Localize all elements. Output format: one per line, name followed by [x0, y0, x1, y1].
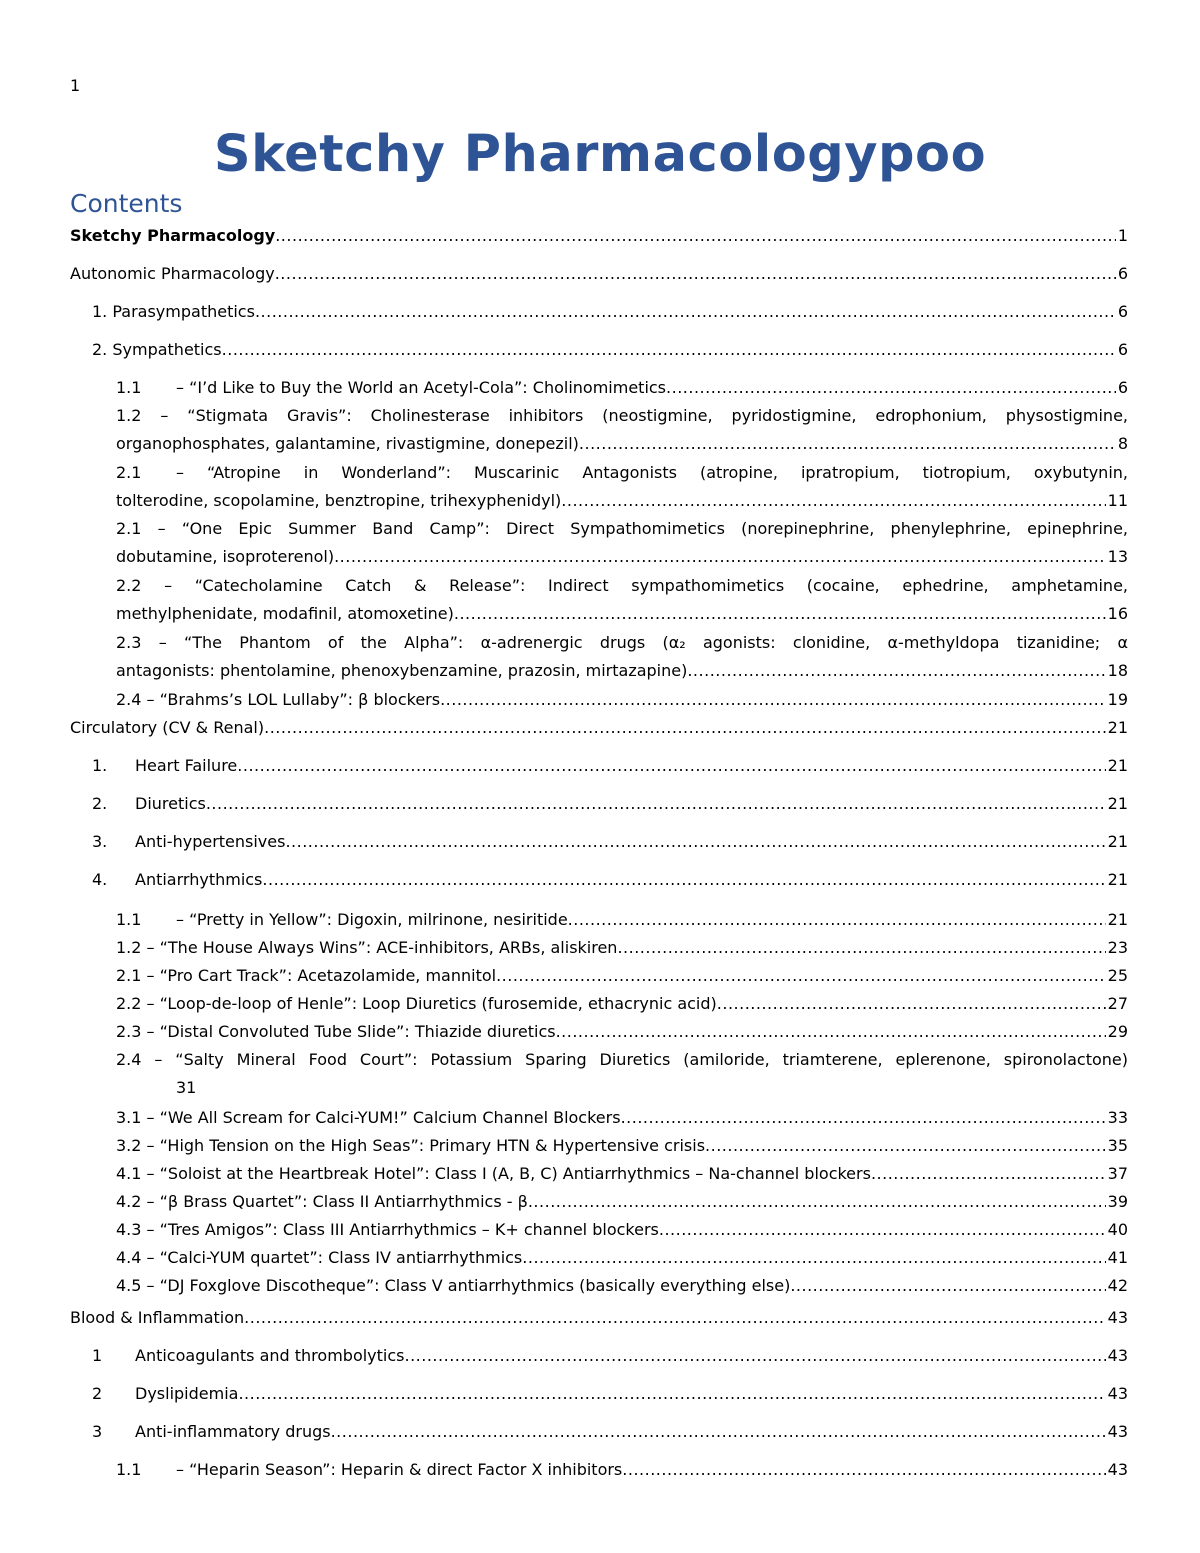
toc-entry-page: 29 — [1107, 1022, 1128, 1041]
toc-entry[interactable] — [92, 336, 1128, 364]
toc-entry-number: 1 — [92, 1346, 103, 1365]
toc-entry-page: 21 — [1107, 910, 1128, 929]
toc-entry-label: 2.4 – “Brahms’s LOL Lullaby”: β blockers — [116, 690, 441, 709]
toc-entry-number: 2.1 — [116, 463, 142, 482]
toc-entry-label: 4.3 – “Tres Amigos”: Class III Antiarrhythmics – K+ channel blockers — [116, 1220, 659, 1239]
toc-entry-number: 1.1 — [116, 1460, 142, 1479]
toc-entry-page: 11 — [1107, 491, 1128, 510]
toc-entry[interactable] — [92, 790, 1128, 818]
toc-entry-page: 41 — [1107, 1248, 1128, 1267]
toc-entry[interactable] — [70, 260, 1128, 288]
toc-entry[interactable] — [116, 1216, 1128, 1244]
toc-entry-label: 2.1 – “Pro Cart Track”: Acetazolamide, mannitol — [116, 966, 497, 985]
toc-entry[interactable] — [116, 1272, 1128, 1300]
toc-entry[interactable] — [116, 962, 1128, 990]
toc-entry-page: 43 — [1107, 1346, 1128, 1365]
toc-entry-label: 1. Parasympathetics — [92, 302, 255, 321]
toc-entry-label-line1: 2.1 – “One Epic Summer Band Camp”: Direct Sympathomimetics (norepinephrine, phenylephrine, epinephrine, — [116, 519, 1128, 538]
toc-entry-number: 1.1 — [116, 910, 142, 929]
toc-entry-label: 1.2 – “The House Always Wins”: ACE-inhibitors, ARBs, aliskiren — [116, 938, 618, 957]
toc-entry-page: 21 — [1107, 870, 1128, 889]
toc-entry-label: Anti-hypertensives — [135, 832, 286, 851]
toc-entry[interactable] — [116, 402, 1128, 458]
toc-entry[interactable] — [116, 1132, 1128, 1160]
toc-entry-label-line2: antagonists: phentolamine, phenoxybenzamine, prazosin, mirtazapine) — [116, 661, 688, 680]
toc-entry[interactable] — [70, 1304, 1128, 1332]
toc-entry[interactable] — [116, 934, 1128, 962]
toc-entry-label: 4.2 – “β Brass Quartet”: Class II Antiarrhythmics - β — [116, 1192, 528, 1211]
toc-entry-number: 2. — [92, 794, 108, 813]
toc-entry-page: 33 — [1107, 1108, 1128, 1127]
toc-entry[interactable] — [116, 572, 1128, 628]
toc-entry-number: 3 — [92, 1422, 103, 1441]
toc-entry[interactable] — [116, 906, 1128, 934]
toc-entry-label: Dyslipidemia — [135, 1384, 239, 1403]
toc-entry-label: 2.2 – “Loop-de-loop of Henle”: Loop Diuretics (furosemide, ethacrynic acid) — [116, 994, 717, 1013]
toc-entry[interactable] — [92, 866, 1128, 894]
toc-entry[interactable] — [92, 1342, 1128, 1370]
toc-entry[interactable] — [92, 752, 1128, 780]
toc-entry[interactable] — [116, 629, 1128, 685]
toc-entry[interactable] — [116, 515, 1128, 571]
toc-entry[interactable] — [92, 1418, 1128, 1446]
page-number: 1 — [70, 76, 81, 95]
toc-entry-page: 6 — [1117, 302, 1128, 321]
toc-entry[interactable] — [116, 1018, 1128, 1046]
toc-entry-page: 25 — [1107, 966, 1128, 985]
toc-entry-label: 4.1 – “Soloist at the Heartbreak Hotel”: Class I (A, B, C) Antiarrhythmics – Na-channel blockers — [116, 1164, 871, 1183]
toc-entry-number: 1.1 — [116, 378, 142, 397]
toc-entry[interactable] — [116, 1244, 1128, 1272]
toc-entry[interactable] — [116, 686, 1128, 714]
toc-entry-page: 43 — [1107, 1308, 1128, 1327]
toc-entry-label: Anti-inflammatory drugs — [135, 1422, 331, 1441]
toc-entry-label: Diuretics — [135, 794, 206, 813]
toc-entry[interactable] — [116, 1046, 1128, 1102]
toc-entry[interactable] — [116, 990, 1128, 1018]
toc-entry[interactable] — [92, 1380, 1128, 1408]
toc-entry-page: 6 — [1117, 340, 1128, 359]
toc-entry[interactable] — [116, 459, 1128, 515]
toc-entry-page: 43 — [1107, 1460, 1128, 1479]
toc-entry-label-line1: 1.2 – “Stigmata Gravis”: Cholinesterase inhibitors (neostigmine, pyridostigmine, edrophonium, physostigmine, — [116, 406, 1128, 425]
toc-entry-page: 13 — [1107, 547, 1128, 566]
toc-entry-label: 2. Sympathetics — [92, 340, 222, 359]
toc-entry-page: 16 — [1107, 604, 1128, 623]
toc-entry-label: – “Heparin Season”: Heparin & direct Factor X inhibitors — [176, 1460, 623, 1479]
toc-entry-page: 1 — [1117, 226, 1128, 245]
toc-entry-number: 2 — [92, 1384, 103, 1403]
toc-entry[interactable] — [116, 1104, 1128, 1132]
toc-entry-page: 23 — [1107, 938, 1128, 957]
toc-entry-page: 43 — [1107, 1384, 1128, 1403]
toc-entry-page: 19 — [1107, 690, 1128, 709]
toc-entry[interactable] — [92, 828, 1128, 856]
toc-entry[interactable] — [92, 298, 1128, 326]
toc-entry-label-line1: 2.4 – “Salty Mineral Food Court”: Potassium Sparing Diuretics (amiloride, triamterene, eplerenone, spironolactone) — [116, 1050, 1128, 1069]
toc-entry-label: Circulatory (CV & Renal) — [70, 718, 265, 737]
toc-entry-label: Autonomic Pharmacology — [70, 264, 275, 283]
toc-entry-label: Sketchy Pharmacology — [70, 226, 276, 245]
toc-entry-label-line2: organophosphates, galantamine, rivastigmine, donepezil) — [116, 434, 579, 453]
toc-entry[interactable] — [70, 714, 1128, 742]
toc-entry-number: 3. — [92, 832, 108, 851]
toc-entry-label: 4.4 – “Calci-YUM quartet”: Class IV antiarrhythmics — [116, 1248, 523, 1267]
toc-entry-page: 18 — [1107, 661, 1128, 680]
toc-entry-page: 6 — [1117, 264, 1128, 283]
toc-entry-label-line2: dobutamine, isoproterenol) — [116, 547, 335, 566]
toc-entry-page: 40 — [1107, 1220, 1128, 1239]
toc-entry-label: – “I’d Like to Buy the World an Acetyl-Cola”: Cholinomimetics — [176, 378, 667, 397]
toc-entry-label-line1: – “Atropine in Wonderland”: Muscarinic Antagonists (atropine, ipratropium, tiotropium, oxybutynin, — [176, 463, 1128, 482]
toc-entry-page: 31 — [176, 1078, 197, 1097]
toc-entry-page: 37 — [1107, 1164, 1128, 1183]
toc-entry-label-line2: methylphenidate, modafinil, atomoxetine) — [116, 604, 454, 623]
toc-entry-page: 21 — [1107, 832, 1128, 851]
toc-entry-page: 21 — [1107, 756, 1128, 775]
toc-entry-page: 35 — [1107, 1136, 1128, 1155]
toc-entry-label: Antiarrhythmics — [135, 870, 263, 889]
toc-entry[interactable] — [116, 1188, 1128, 1216]
toc-entry-label-line1: 2.3 – “The Phantom of the Alpha”: α-adrenergic drugs (α₂ agonists: clonidine, α-methyldopa tizanidine; α — [116, 633, 1128, 652]
toc-entry-label-line2: tolterodine, scopolamine, benztropine, trihexyphenidyl) — [116, 491, 562, 510]
toc-entry-label: – “Pretty in Yellow”: Digoxin, milrinone, nesiritide — [176, 910, 568, 929]
toc-entry[interactable] — [116, 374, 1128, 402]
toc-entry-page: 6 — [1117, 378, 1128, 397]
document-title: Sketchy Pharmacologypoo — [213, 125, 987, 184]
toc-entry-page: 39 — [1107, 1192, 1128, 1211]
toc-entry-page: 21 — [1107, 718, 1128, 737]
toc-entry-label: Anticoagulants and thrombolytics — [135, 1346, 405, 1365]
toc-entry-page: 27 — [1107, 994, 1128, 1013]
toc-entry-label: 2.3 – “Distal Convoluted Tube Slide”: Thiazide diuretics — [116, 1022, 556, 1041]
toc-entry-label: Heart Failure — [135, 756, 238, 775]
contents-heading: Contents — [70, 189, 183, 218]
toc-entry-label: 3.2 – “High Tension on the High Seas”: Primary HTN & Hypertensive crisis — [116, 1136, 706, 1155]
toc-entry-label: Blood & Inflammation — [70, 1308, 245, 1327]
toc-entry-page: 43 — [1107, 1422, 1128, 1441]
toc-entry[interactable] — [116, 1160, 1128, 1188]
toc-entry-page: 8 — [1117, 434, 1128, 453]
toc-entry-label: 4.5 – “DJ Foxglove Discotheque”: Class V antiarrhythmics (basically everything else) — [116, 1276, 791, 1295]
toc-entry[interactable] — [70, 222, 1128, 250]
toc-entry-number: 1. — [92, 756, 108, 775]
toc-entry-label: 3.1 – “We All Scream for Calci-YUM!” Calcium Channel Blockers — [116, 1108, 621, 1127]
toc-entry[interactable] — [116, 1456, 1128, 1484]
toc-entry-page: 21 — [1107, 794, 1128, 813]
toc-entry-label-line1: 2.2 – “Catecholamine Catch & Release”: Indirect sympathomimetics (cocaine, ephedrine, amphetamine, — [116, 576, 1128, 595]
toc-entry-number: 4. — [92, 870, 108, 889]
toc-entry-page: 42 — [1107, 1276, 1128, 1295]
